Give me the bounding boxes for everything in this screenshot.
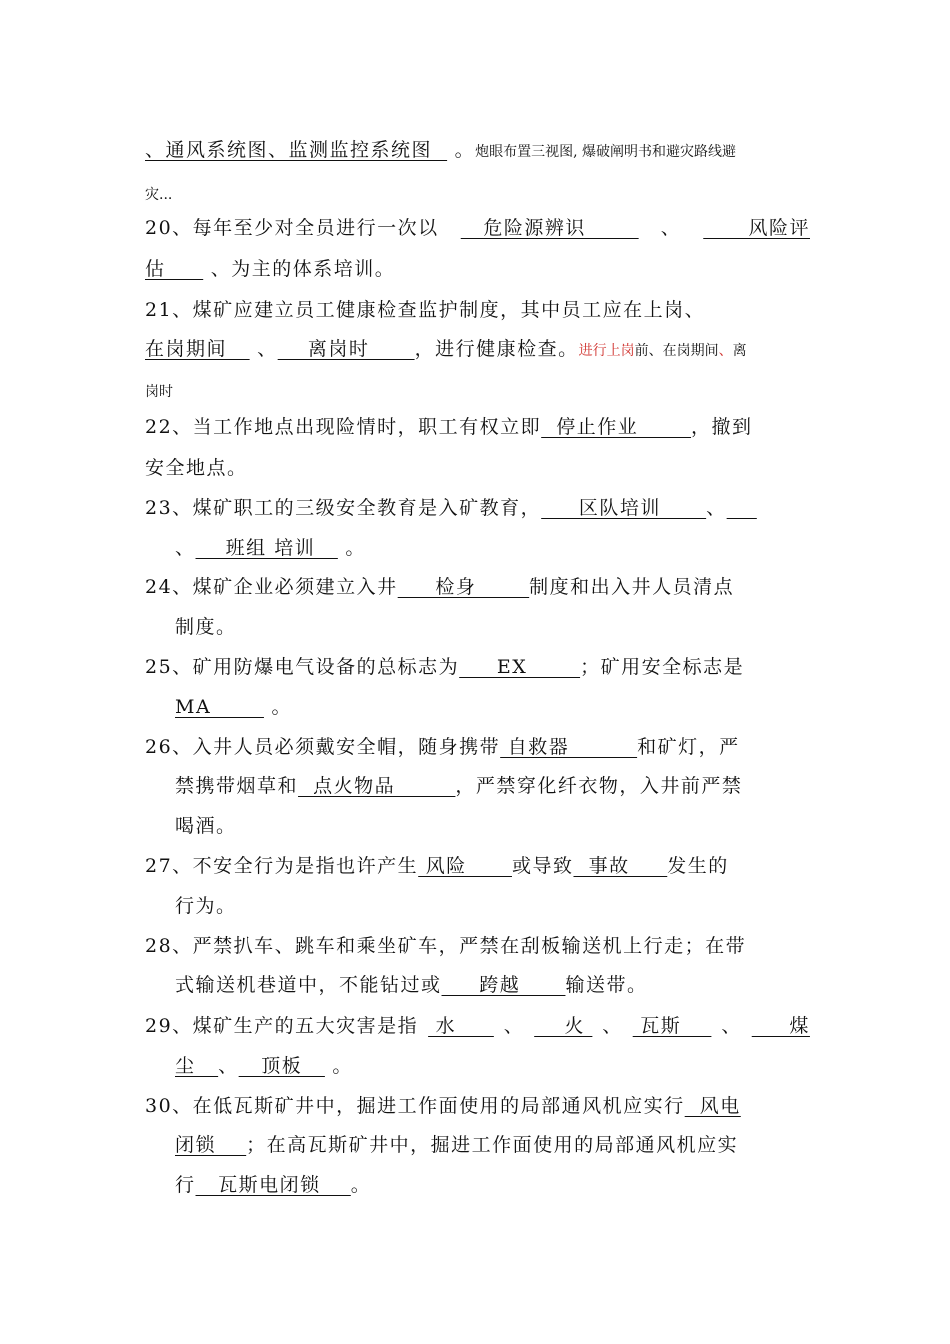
question-text: 、 xyxy=(602,1015,623,1037)
q30-line-2 xyxy=(175,1132,810,1158)
answer-blank: 尘 xyxy=(175,1055,219,1077)
answer-blank: 点火物品 xyxy=(298,775,456,797)
q24-line-1 xyxy=(145,574,810,600)
answer-blank: 闭锁 xyxy=(175,1134,247,1156)
answer-blank: 水 xyxy=(428,1015,494,1037)
answer-blank: 、通风系统图、监测监控系统图 xyxy=(145,139,448,161)
answer-note: 进行上岗 xyxy=(578,343,635,359)
question-text: 发生的 xyxy=(667,855,729,877)
q26-line-1 xyxy=(145,734,810,760)
q20-line-2 xyxy=(145,256,810,282)
answer-blank: 在岗期间 xyxy=(145,338,250,360)
q21-line-1 xyxy=(145,297,810,323)
question-text: 和矿灯，严 xyxy=(637,736,740,758)
answer-blank: 顶板 xyxy=(238,1055,325,1077)
question-text: 24、煤矿企业必须建立入井 xyxy=(145,576,398,598)
question-text: 、 xyxy=(660,217,682,239)
answer-blank: 事故 xyxy=(573,855,668,877)
question-text: 安全地点。 xyxy=(145,457,248,479)
q27-line-1 xyxy=(145,853,810,879)
q24-line-2 xyxy=(175,614,810,640)
answer-note: 前、在岗期间 xyxy=(634,343,719,359)
q20-line-1 xyxy=(145,215,810,241)
question-text: 、 xyxy=(706,497,727,519)
question-text: 制度和出入井人员清点 xyxy=(529,576,735,598)
answer-blank: EX xyxy=(459,656,581,678)
question-text: 。 xyxy=(337,537,366,559)
question-text: ；在高瓦斯矿井中，掘进工作面使用的局部通风机应实 xyxy=(246,1134,739,1156)
question-text: 。 xyxy=(350,1174,372,1196)
question-text: ，进行健康检查。 xyxy=(414,338,579,360)
answer-blank: 离岗时 xyxy=(277,338,415,360)
question-text: 、 xyxy=(218,1055,239,1077)
q25-line-2 xyxy=(175,694,810,720)
question-text: ；矿用安全标志是 xyxy=(580,656,745,678)
question-text: 行为。 xyxy=(175,895,237,917)
answer-blank: 风险评 xyxy=(703,217,810,239)
question-text: 喝酒。 xyxy=(175,815,237,837)
question-text: 、 xyxy=(721,1015,742,1037)
question-text: 制度。 xyxy=(175,616,237,638)
question-text: ，撤到 xyxy=(691,416,753,438)
question-text: 20、每年至少对全员进行一次以 xyxy=(145,217,439,239)
answer-blank: 风险 xyxy=(418,855,512,877)
answer-blank xyxy=(727,497,757,519)
q28-line-1 xyxy=(145,933,810,959)
q22-line-1 xyxy=(145,414,810,440)
question-text: 23、煤矿职工的三级安全教育是入矿教育， xyxy=(145,497,542,519)
answer-blank: 自救器 xyxy=(500,736,638,758)
answer-note: 离 xyxy=(732,343,747,359)
question-text: 输送带。 xyxy=(565,974,648,996)
answer-blank: 风电 xyxy=(684,1095,741,1117)
question-text: 、为主的体系培训。 xyxy=(203,258,396,280)
q21-line-2 xyxy=(145,336,810,364)
q19-line-1 xyxy=(145,137,810,165)
q30-line-1 xyxy=(145,1093,810,1119)
answer-note: 灾... xyxy=(145,187,173,203)
answer-blank: 区队培训 xyxy=(541,497,707,519)
answer-note: 岗时 xyxy=(145,384,173,400)
q25-line-1 xyxy=(145,654,810,680)
question-text: ，严禁穿化纤衣物，入井前严禁 xyxy=(455,775,743,797)
question-text: 禁携带烟草和 xyxy=(175,775,299,797)
question-text: 30、在低瓦斯矿井中，掘进工作面使用的局部通风机应实行 xyxy=(145,1095,685,1117)
answer-blank: 危险源辨识 xyxy=(460,217,639,239)
q30-line-3 xyxy=(175,1172,810,1198)
q26-line-2 xyxy=(175,773,810,799)
answer-blank: 班组 培训 xyxy=(195,537,338,559)
q29-line-2 xyxy=(175,1053,810,1079)
q23-line-1 xyxy=(145,495,810,521)
q23-line-2 xyxy=(175,535,810,561)
answer-blank: 估 xyxy=(145,258,204,280)
q29-line-1 xyxy=(145,1013,810,1039)
q28-line-2 xyxy=(175,972,810,998)
answer-note: 炮眼布置三视图, 爆破阐明书和避灾路线避 xyxy=(475,144,737,160)
question-text: 或导致 xyxy=(511,855,574,877)
question-text: 、 xyxy=(503,1015,525,1037)
q19-line-2 xyxy=(145,180,810,208)
answer-blank: 煤 xyxy=(751,1015,810,1037)
question-text: 25、矿用防爆电气设备的总标志为 xyxy=(145,656,460,678)
answer-blank: 火 xyxy=(534,1015,593,1037)
question-text: 22、当工作地点出现险情时，职工有权立即 xyxy=(145,416,542,438)
answer-blank: 停止作业 xyxy=(541,416,692,438)
answer-blank: 检身 xyxy=(397,576,530,598)
question-text: 。 xyxy=(447,139,476,161)
question-text: 、 xyxy=(175,537,196,559)
answer-blank: MA xyxy=(175,696,264,718)
answer-note: 、 xyxy=(718,343,733,359)
answer-blank: 瓦斯 xyxy=(632,1015,712,1037)
question-text: 21、煤矿应建立员工健康检查监护制度，其中员工应在上岗、 xyxy=(145,299,706,321)
question-text: 、 xyxy=(249,338,278,360)
q27-line-2 xyxy=(175,893,810,919)
question-text: 。 xyxy=(263,696,292,718)
question-text: 式输送机巷道中，不能钻过或 xyxy=(175,974,442,996)
q21-line-3 xyxy=(145,377,810,405)
question-text: 28、严禁扒车、跳车和乘坐矿车，严禁在刮板输送机上行走；在带 xyxy=(145,935,747,957)
question-text: 26、入井人员必须戴安全帽，随身携带 xyxy=(145,736,501,758)
answer-blank: 跨越 xyxy=(441,974,566,996)
question-text: 行 xyxy=(175,1174,196,1196)
q26-line-3 xyxy=(175,813,810,839)
question-text: 29、煤矿生产的五大灾害是指 xyxy=(145,1015,419,1037)
q22-line-2 xyxy=(145,455,810,481)
answer-blank: 瓦斯电闭锁 xyxy=(195,1174,351,1196)
question-text: 27、不安全行为是指也许产生 xyxy=(145,855,419,877)
question-text: 。 xyxy=(324,1055,353,1077)
